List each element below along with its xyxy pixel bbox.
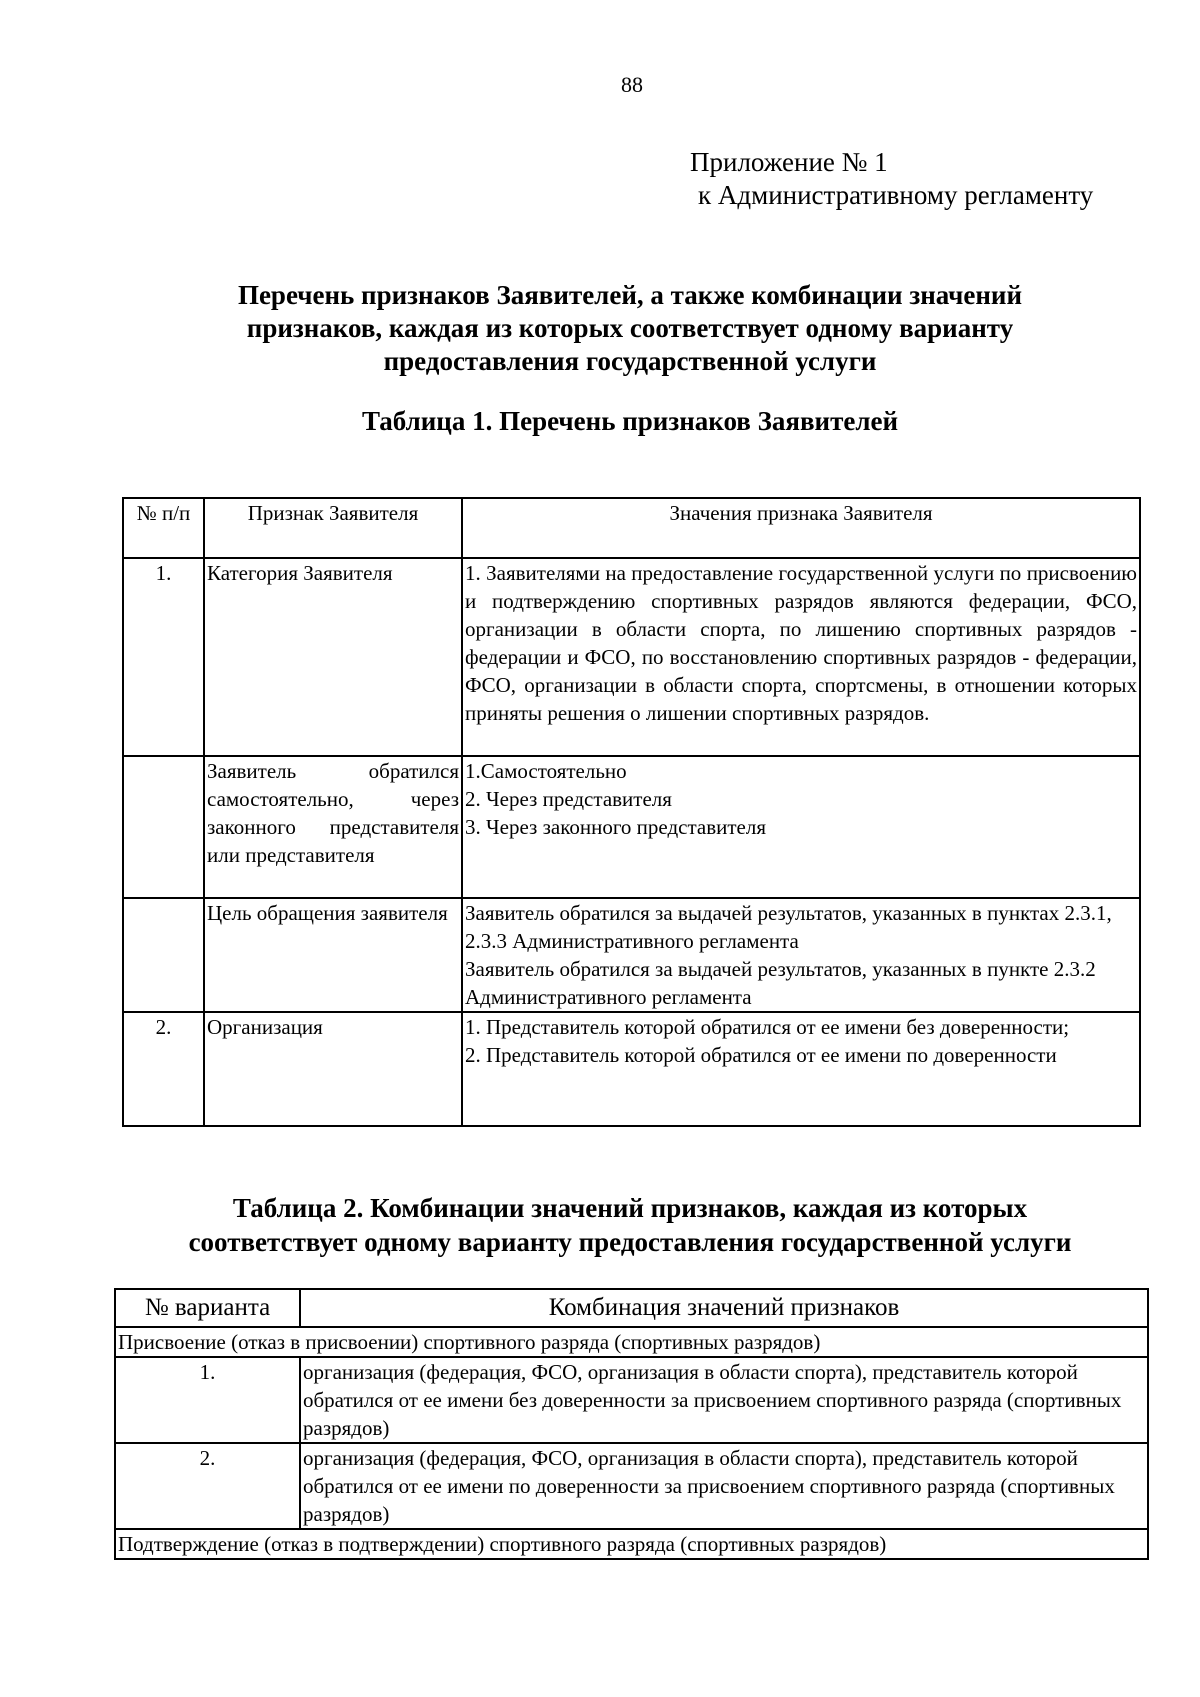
section-label: Присвоение (отказ в присвоении) спортивного разряда (спортивных разрядов)	[115, 1327, 1148, 1357]
values-cell	[462, 756, 1140, 898]
row-number: 2.	[123, 1012, 204, 1126]
feature-cell: Категория Заявителя	[204, 558, 462, 756]
variant-number: 2.	[115, 1443, 300, 1529]
table-row	[123, 1012, 1140, 1126]
table2-heading	[120, 1191, 1140, 1259]
table-row	[115, 1443, 1148, 1529]
feature-cell: Организация	[204, 1012, 462, 1126]
document-title	[120, 279, 1140, 378]
section-row	[115, 1529, 1148, 1559]
appendix-line-2: к Административному регламенту	[698, 180, 1094, 210]
column-header-values: Значения признака Заявителя	[462, 498, 1140, 558]
column-header-feature: Признак Заявителя	[204, 498, 462, 558]
column-header-number: № п/п	[123, 498, 204, 558]
feature-cell: Заявитель обратился самостоятельно, через законного представителя или представителя	[204, 756, 462, 898]
appendix-note	[690, 146, 1093, 212]
column-header-variant: № варианта	[115, 1289, 300, 1327]
row-number	[123, 898, 204, 1012]
table-row	[115, 1357, 1148, 1443]
document-title-line-2: признаков, каждая из которых соответствует одному варианту	[246, 313, 1014, 343]
applicant-features-table	[122, 497, 1141, 1127]
row-number: 1.	[123, 558, 204, 756]
value-line: 1.Самостоятельно	[465, 759, 627, 783]
values-cell	[462, 898, 1140, 1012]
document-title-line-1: Перечень признаков Заявителей, а также комбинации значений	[237, 280, 1023, 310]
table-row	[123, 898, 1140, 1012]
value-line: 3. Через законного представителя	[465, 815, 766, 839]
appendix-line-1: Приложение № 1	[690, 147, 888, 177]
table-header-row	[115, 1289, 1148, 1327]
table-header-row	[123, 498, 1140, 558]
document-title-line-3: предоставления государственной услуги	[383, 346, 877, 376]
values-cell: 1. Заявителями на предоставление государственной услуги по присвоению и подтверждению спортивных разрядов являются федерации, ФСО, организации в области спорта, по лишению спортивных разрядов - федерации и ФСО, по восстановлению спортивных разрядов - федерации, ФСО, организации в области спорта, спортсмены, в отношении которых приняты решения о лишении спортивных разрядов.	[462, 558, 1140, 756]
table2-heading-line-1: Таблица 2. Комбинации значений признаков, каждая из которых	[232, 1193, 1028, 1223]
combination-cell: организация (федерация, ФСО, организация в области спорта), представитель которой обратился от ее имени по доверенности за присвоением спортивного разряда (спортивных разрядов)	[300, 1443, 1148, 1529]
table-row	[123, 756, 1140, 898]
feature-cell: Цель обращения заявителя	[204, 898, 462, 1012]
value-line: 2. Через представителя	[465, 787, 672, 811]
value-line: Заявитель обратился за выдачей результатов, указанных в пункте 2.3.2 Административного регламента	[465, 957, 1096, 1009]
combination-cell: организация (федерация, ФСО, организация в области спорта), представитель которой обратился от ее имени без доверенности за присвоением спортивного разряда (спортивных разрядов)	[300, 1357, 1148, 1443]
section-row	[115, 1327, 1148, 1357]
value-line: Заявитель обратился за выдачей результатов, указанных в пунктах 2.3.1, 2.3.3 Административного регламента	[465, 901, 1112, 953]
value-line: 1. Представитель которой обратился от ее имени без доверенности;	[465, 1015, 1070, 1039]
table-row	[123, 558, 1140, 756]
table1-heading: Таблица 1. Перечень признаков Заявителей	[361, 406, 899, 436]
table2-heading-line-2: соответствует одному варианту предоставления государственной услуги	[188, 1227, 1072, 1257]
section-label: Подтверждение (отказ в подтверждении) спортивного разряда (спортивных разрядов)	[115, 1529, 1148, 1559]
column-header-combination: Комбинация значений признаков	[300, 1289, 1148, 1327]
variant-number: 1.	[115, 1357, 300, 1443]
page-number: 88	[621, 72, 643, 97]
values-cell	[462, 1012, 1140, 1126]
row-number	[123, 756, 204, 898]
value-line: 2. Представитель которой обратился от ее имени по доверенности	[465, 1043, 1057, 1067]
variant-combinations-table	[114, 1288, 1149, 1560]
